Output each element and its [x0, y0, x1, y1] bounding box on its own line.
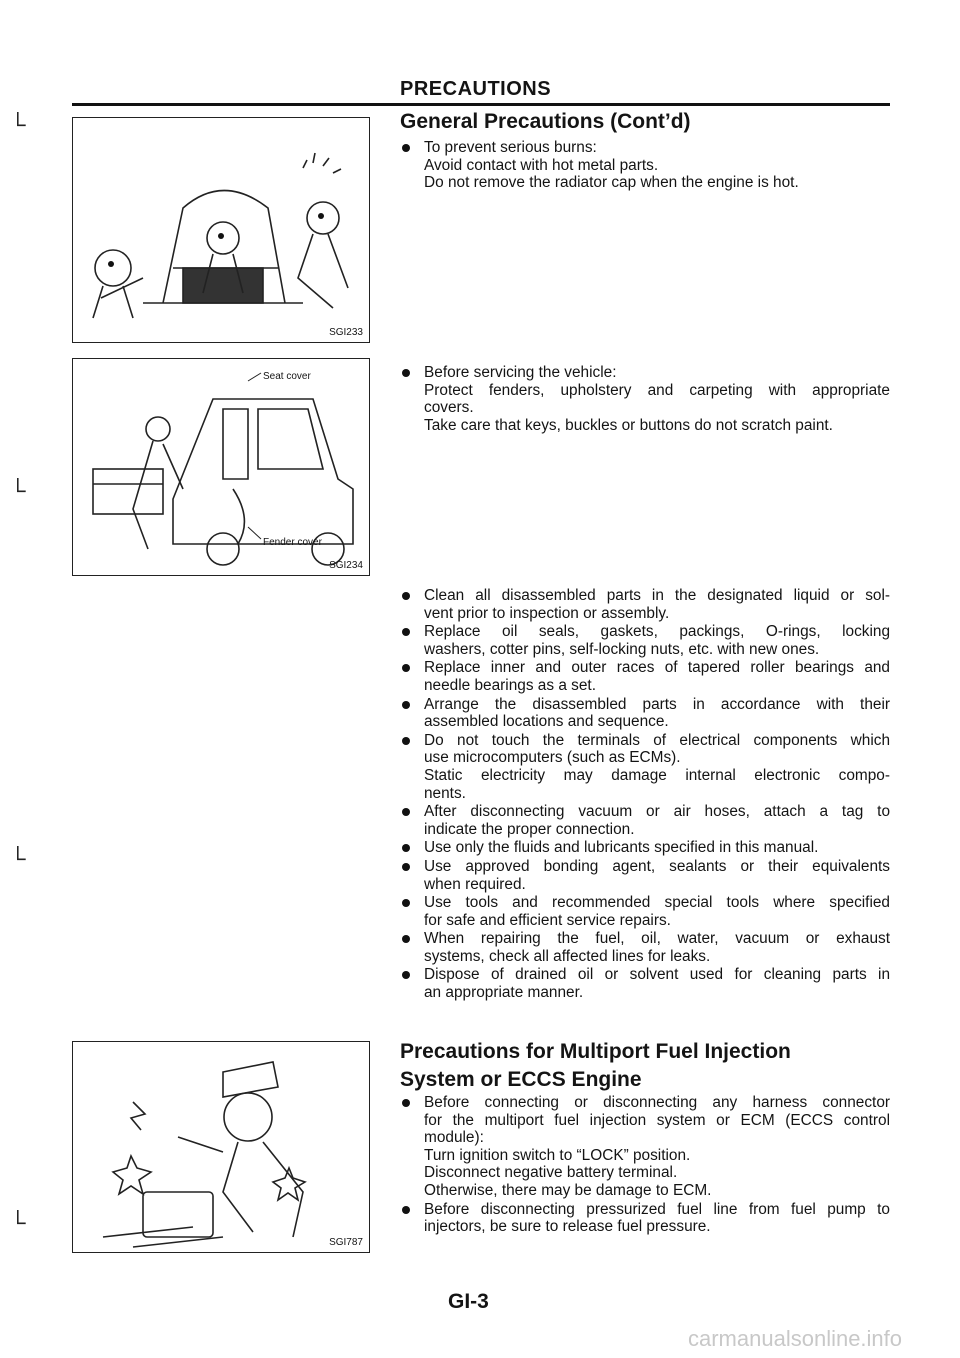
bullet-line: needle bearings as a set.	[424, 676, 596, 694]
bullet-dot	[402, 144, 410, 152]
margin-mark: └	[10, 846, 26, 871]
bullet-item	[400, 587, 890, 622]
bullet-dot	[402, 844, 410, 852]
margin-mark: └	[10, 478, 26, 503]
bullet-line: Do not touch the terminals of electrical components which	[424, 731, 890, 749]
header-rule	[72, 103, 890, 106]
bullet-item	[400, 139, 890, 192]
subsection-title	[400, 1038, 791, 1094]
bullet-dot	[402, 369, 410, 377]
static-electricity-illustration	[73, 1042, 369, 1252]
seat-cover-label: Seat cover	[263, 371, 311, 382]
bullet-group-servicing	[400, 364, 890, 435]
bullet-line: Take care that keys, buckles or buttons do not scratch paint.	[424, 416, 833, 434]
bullet-line: Use approved bonding agent, sealants or their equivalents	[424, 857, 890, 875]
car-cover-illustration	[73, 359, 369, 575]
bullet-item	[400, 1094, 890, 1200]
bullet-item	[400, 623, 890, 658]
bullet-line: Before servicing the vehicle:	[424, 364, 617, 381]
bullet-group-burns	[400, 139, 890, 193]
bullet-line: when required.	[424, 875, 526, 893]
bullet-item	[400, 839, 890, 857]
bullet-line: Clean all disassembled parts in the designated liquid or sol-	[424, 587, 890, 604]
bullet-line: injectors, be sure to release fuel pressure.	[424, 1218, 711, 1236]
bullet-dot	[402, 737, 410, 745]
bullet-line: module):	[424, 1129, 484, 1147]
subsection-title-line: System or ECCS Engine	[400, 1068, 642, 1091]
bullet-item	[400, 659, 890, 694]
bullet-line: Replace inner and outer races of tapered roller bearings and	[424, 659, 890, 677]
page-number: GI-3	[448, 1290, 489, 1313]
margin-mark: └	[10, 1210, 26, 1235]
bullet-dot	[402, 1206, 410, 1214]
bullet-line: Arrange the disassembled parts in accordance with their	[424, 695, 890, 713]
bullet-dot	[402, 701, 410, 709]
figure-code: SGI234	[329, 560, 363, 571]
bullet-line: Otherwise, there may be damage to ECM.	[424, 1181, 712, 1199]
bullet-line: covers.	[424, 399, 474, 417]
bullet-dot	[402, 899, 410, 907]
bullet-line: Dispose of drained oil or solvent used for cleaning parts in	[424, 966, 890, 984]
bullet-group-eccs	[400, 1094, 890, 1237]
subsection-title-line: Precautions for Multiport Fuel Injection	[400, 1040, 791, 1063]
bullet-group-general	[400, 587, 890, 1003]
bullet-line: for the multiport fuel injection system or ECM (ECCS control	[424, 1111, 890, 1129]
bullet-line: Turn ignition switch to “LOCK” position.	[424, 1146, 691, 1164]
watermark: carmanualsonline.info	[688, 1326, 903, 1351]
bullet-dot	[402, 971, 410, 979]
bullet-line: Replace oil seals, gaskets, packings, O-rings, locking	[424, 623, 890, 641]
bullet-line: To prevent serious burns:	[424, 139, 597, 156]
bullet-item	[400, 930, 890, 965]
bullet-line: Use only the fluids and lubricants specified in this manual.	[424, 839, 819, 857]
bullet-line: washers, cotter pins, self-locking nuts, etc. with new ones.	[424, 640, 820, 658]
page-title: General Precautions (Cont’d)	[400, 110, 691, 133]
figure-ecm-static	[72, 1041, 370, 1253]
bullet-item	[400, 858, 890, 893]
burn-illustration	[73, 118, 369, 342]
bullet-item	[400, 894, 890, 929]
bullet-line: Do not remove the radiator cap when the engine is hot.	[424, 174, 799, 192]
bullet-item	[400, 803, 890, 838]
bullet-line: indicate the proper connection.	[424, 820, 635, 838]
section-heading: PRECAUTIONS	[400, 78, 552, 100]
bullet-dot	[402, 808, 410, 816]
bullet-line: use microcomputers (such as ECMs).	[424, 749, 681, 767]
bullet-item	[400, 732, 890, 802]
bullet-line: After disconnecting vacuum or air hoses, attach a tag to	[424, 803, 890, 821]
bullet-item	[400, 364, 890, 434]
bullet-dot	[402, 664, 410, 672]
bullet-line: Before connecting or disconnecting any harness connector	[424, 1094, 890, 1111]
bullet-item	[400, 1201, 890, 1236]
bullet-dot	[402, 1099, 410, 1107]
figure-code: SGI787	[329, 1237, 363, 1248]
bullet-dot	[402, 628, 410, 636]
bullet-line: When repairing the fuel, oil, water, vacuum or exhaust	[424, 930, 890, 948]
bullet-item	[400, 966, 890, 1001]
bullet-dot	[402, 863, 410, 871]
fender-cover-label: Fender cover	[263, 537, 322, 548]
bullet-line: Avoid contact with hot metal parts.	[424, 156, 659, 174]
bullet-dot	[402, 592, 410, 600]
bullet-line: for safe and efficient service repairs.	[424, 911, 671, 929]
figure-code: SGI233	[329, 327, 363, 338]
bullet-line: systems, check all affected lines for leaks.	[424, 947, 711, 965]
bullet-line: assembled locations and sequence.	[424, 713, 669, 731]
figure-covers	[72, 358, 370, 576]
bullet-item	[400, 696, 890, 731]
bullet-line: an appropriate manner.	[424, 984, 584, 1002]
bullet-line: nents.	[424, 784, 466, 802]
bullet-line: vent prior to inspection or assembly.	[424, 604, 670, 622]
bullet-line: Disconnect negative battery terminal.	[424, 1164, 678, 1182]
bullet-line: Use tools and recommended special tools where specified	[424, 894, 890, 912]
bullet-line: Protect fenders, upholstery and carpeting with appropriate	[424, 381, 890, 399]
bullet-line: Static electricity may damage internal electronic compo-	[424, 766, 890, 784]
bullet-line: Before disconnecting pressurized fuel line from fuel pump to	[424, 1200, 890, 1218]
figure-burns	[72, 117, 370, 343]
bullet-dot	[402, 935, 410, 943]
margin-mark: └	[10, 112, 26, 137]
